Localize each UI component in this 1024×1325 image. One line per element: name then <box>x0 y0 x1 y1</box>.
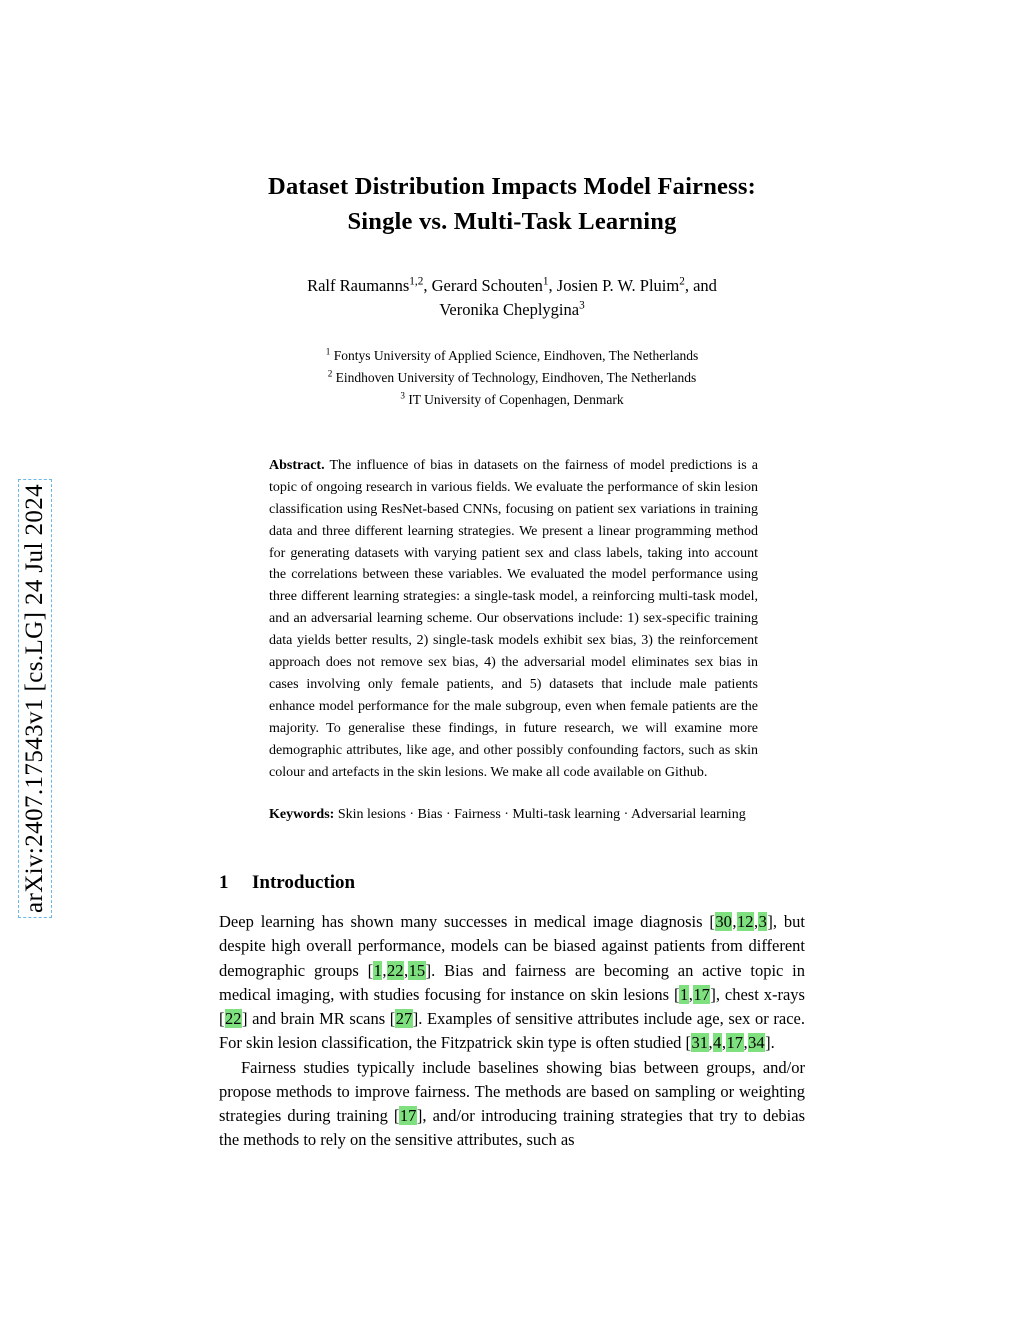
citation-link[interactable]: 31 <box>691 1033 709 1053</box>
author-sep-2: , Josien P. W. Pluim <box>548 275 680 295</box>
paper-content <box>219 170 805 1153</box>
author-list <box>219 274 805 324</box>
text-run: ] and brain MR scans [ <box>242 1009 396 1029</box>
author-sep-1: , Gerard Schouten <box>423 275 543 295</box>
text-run: , <box>404 960 409 980</box>
text-run: ], chest x-rays [ <box>219 984 805 1029</box>
keywords-block <box>269 804 758 826</box>
text-run: Fairness studies typically include baselines showing bias between groups, and/or propose methods to improve fairness. The methods are based on sampling or weighting strategies during training [ <box>219 1057 805 1126</box>
paragraph-1 <box>219 910 805 1056</box>
affiliation-list <box>219 345 805 411</box>
abstract-label: Abstract. <box>269 457 325 473</box>
text-run: ]. <box>765 1033 775 1053</box>
section-title: Introduction <box>252 872 356 894</box>
arxiv-identifier-text: arXiv:2407.17543v1 [cs.LG] 24 Jul 2024 <box>18 479 52 918</box>
section-body-introduction <box>219 910 805 1153</box>
citation-link[interactable]: 17 <box>726 1033 744 1053</box>
affiliation-marker: 1 <box>325 346 331 357</box>
citation-link[interactable]: 4 <box>713 1033 722 1053</box>
text-run: , <box>754 912 759 932</box>
abstract-text: The influence of bias in datasets on the fairness of model predictions is a topic of ongoing research in various fields. We evaluate the performance of skin lesion classification using ResNet-based CNNs, focusing on patient sex variations in training data and three different learning strategies. We present a linear programming method for generating datasets with varying patient sex and class labels, taking into account the correlations between these variables. We evaluated the model performance using three different learning strategies: a single-task model, a reinforcing multi-task model, and an adversarial learning scheme. Our observations include: 1) sex-specific training data yields better results, 2) single-task models exhibit sex bias, 3) the reinforcement approach does not remove sex bias, 4) the adversarial model eliminates sex bias in cases involving only female patients, and 5) datasets that include male patients enhance model performance for the male subgroup, even when female patients are the majority. To generalise these findings, in future research, we will examine more demographic attributes, like age, and other possibly confounding factors, such as skin colour and artefacts in the skin lesions. We make all code available on Github. <box>269 457 758 781</box>
text-run: ]. Examples of sensitive attributes include age, sex or race. For skin lesion classification, the Fitzpatrick skin type is often studied [ <box>219 1009 805 1053</box>
citation-link[interactable]: 12 <box>737 912 754 932</box>
citation-link[interactable]: 1 <box>373 960 382 980</box>
affiliation-marker: 3 <box>400 390 405 401</box>
affiliation-item <box>219 367 805 389</box>
author-line-1 <box>219 274 805 299</box>
citation-link[interactable]: 34 <box>748 1033 765 1053</box>
citation-link[interactable]: 22 <box>387 960 404 980</box>
title-line-1: Dataset Distribution Impacts Model Fairness: <box>268 173 756 200</box>
title-line-2: Single vs. Multi-Task Learning <box>347 207 677 235</box>
citation-link[interactable]: 17 <box>399 1106 417 1126</box>
affiliation-text: Eindhoven University of Technology, Eindhoven, The Netherlands <box>335 369 697 385</box>
author-name-4: Veronika Cheplygina <box>439 300 580 320</box>
text-run: ]. Bias and fairness are becoming an active topic in medical imaging, with studies focusing for instance on skin lesions [ <box>219 960 805 1004</box>
citation-link[interactable]: 3 <box>758 912 767 932</box>
text-run: , <box>688 984 693 1004</box>
author-affil-marker-1: 1,2 <box>409 275 424 288</box>
text-run: , <box>743 1033 748 1053</box>
text-run: , <box>708 1033 713 1053</box>
text-run: , <box>732 912 737 932</box>
affiliation-text: IT University of Copenhagen, Denmark <box>408 391 624 407</box>
author-name-1: Ralf Raumanns <box>307 275 410 295</box>
affiliation-text: Fontys University of Applied Science, Eindhoven, The Netherlands <box>333 348 699 364</box>
page-title <box>219 170 805 240</box>
author-affil-marker-4: 3 <box>579 299 585 312</box>
text-run: ], and/or introducing training strategies that try to debias the methods to rely on the sensitive attributes, such as <box>219 1106 805 1150</box>
author-line-2 <box>219 298 805 323</box>
citation-link[interactable]: 22 <box>225 1009 242 1029</box>
citation-link[interactable]: 30 <box>715 912 732 932</box>
author-sep-3: , and <box>684 275 717 295</box>
keywords-text: Skin lesions · Bias · Fairness · Multi-task learning · Adversarial learning <box>337 807 746 823</box>
citation-link[interactable]: 1 <box>679 984 689 1004</box>
affiliation-item <box>219 345 805 367</box>
paragraph-2 <box>219 1056 805 1153</box>
text-run: Deep learning has shown many successes in medical image diagnosis [ <box>219 912 715 932</box>
text-run: , <box>721 1033 727 1053</box>
abstract-block <box>269 455 758 785</box>
author-affil-marker-3: 2 <box>679 275 685 288</box>
text-run: ], but despite high overall performance, models can be biased against patients from different demographic groups [ <box>219 912 805 980</box>
citation-link[interactable]: 27 <box>395 1009 413 1029</box>
arxiv-identifier-stamp <box>18 318 52 918</box>
author-affil-marker-2: 1 <box>542 275 549 288</box>
keywords-label: Keywords: <box>269 807 335 823</box>
affiliation-marker: 2 <box>327 368 333 379</box>
section-heading-introduction <box>219 872 805 894</box>
affiliation-item <box>219 389 805 411</box>
section-number: 1 <box>219 872 229 894</box>
citation-link[interactable]: 17 <box>693 984 710 1004</box>
citation-link[interactable]: 15 <box>408 960 426 980</box>
text-run: , <box>382 960 387 980</box>
